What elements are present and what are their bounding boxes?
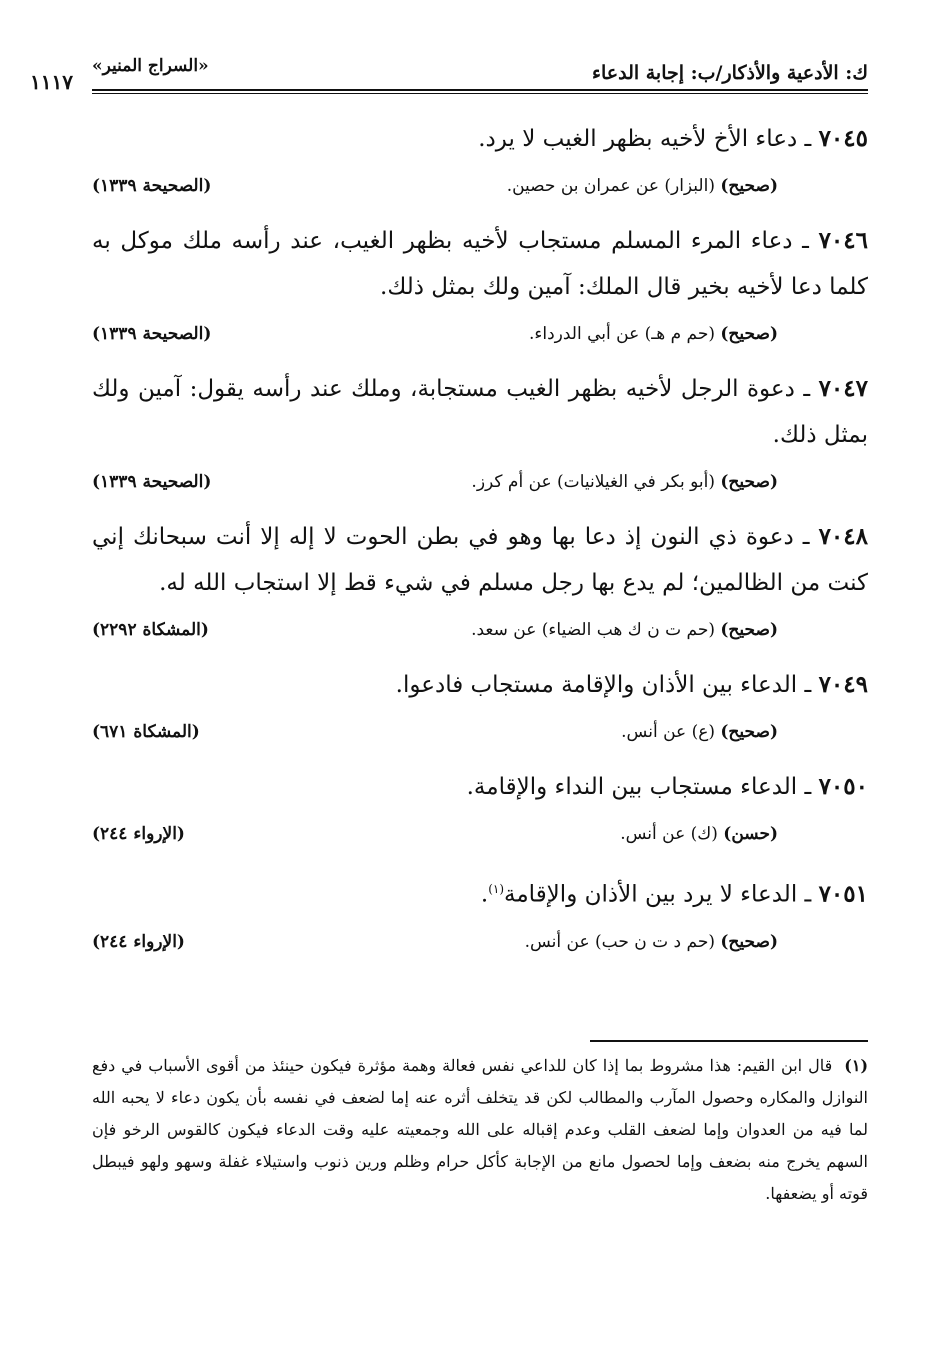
- source: (ع) عن أنس.: [621, 722, 715, 742]
- grade: (صحيح): [720, 176, 778, 196]
- source: (حم م هـ) عن أبي الدرداء.: [528, 324, 715, 344]
- source-row: [92, 714, 868, 754]
- source-row: [92, 612, 868, 652]
- hadith-text: ٧٠٤٦ ـ دعاء المرء المسلم مستجاب لأخيه بظهر الغيب، عند رأسه ملك موكل به كلما دعا لأخيه بخير قال الملك: آمين ولك بمثل ذلك.: [92, 227, 868, 300]
- reference: (الإرواء ٢٤٤): [92, 824, 185, 844]
- source-row: [92, 316, 868, 356]
- footnote-text: قال ابن القيم: هذا مشروط بما إذا كان للداعي نفس فعالة وهمة مؤثرة فيكون حينئذ من أقوى الأسباب في دفع النوازل والمكاره وحصول المآرب والمطالب لكن قد يتخلف أثره عنه إما لضعف في نفسه بأن يكون دعاء لا يحبه الله لما فيه من العدوان وإما لضعف القلب وعدم إقباله على الله وجمعيته عليه وقت الدعاء فيكون كالقوس الرخو فإن السهم يخرج منه بضعف وإما لحصول مانع من الإجابة كأكل حرام وظلم ورين ذنوب واستيلاء غفلة وسهو ولهو فيبطل قوته أو يضعفها.: [92, 1056, 869, 1203]
- hadith-entry: [92, 116, 868, 208]
- reference: (الصحيحة ١٣٣٩): [92, 472, 212, 492]
- hadith-text: ٧٠٤٧ ـ دعوة الرجل لأخيه بظهر الغيب مستجابة، وملك عند رأسه يقول: آمين ولك بمثل ذلك.: [92, 375, 868, 448]
- header-rule: [92, 89, 868, 91]
- hadith-text: ٧٠٤٩ ـ الدعاء بين الأذان والإقامة مستجاب فادعوا.: [395, 671, 868, 698]
- source-row: [92, 816, 868, 856]
- source-row: [92, 464, 868, 504]
- source: (البزار) عن عمران بن حصين.: [506, 176, 715, 196]
- header-rule-thin: [92, 93, 868, 94]
- reference: (الصحيحة ١٣٣٩): [92, 324, 212, 344]
- hadith-entry: [92, 218, 868, 356]
- footnote: [92, 1050, 868, 1210]
- source: (أبو بكر في الغيلانيات) عن أم كرز.: [471, 472, 715, 492]
- hadith-entry: [92, 514, 868, 652]
- hadith-entry: [92, 366, 868, 504]
- reference: (الإرواء ٢٤٤): [92, 931, 185, 952]
- grade: (صحيح): [720, 620, 778, 640]
- source: (حم د ت ن حب) عن أنس.: [524, 931, 715, 952]
- page-number: ١١١٧: [30, 70, 73, 94]
- grade: (حسن): [723, 824, 778, 844]
- hadith-number: ٧٠٤٩: [818, 671, 868, 698]
- hadith-number: ٧٠٤٧: [818, 375, 868, 402]
- hadith-number: ٧٠٤٦: [818, 227, 868, 254]
- hadith-number: ٧٠٥٠: [818, 773, 868, 800]
- hadith-number: ٧٠٥١: [818, 880, 868, 908]
- hadith-number: ٧٠٤٥: [818, 125, 868, 152]
- grade: (صحيح): [720, 722, 778, 742]
- source-row: [92, 924, 868, 964]
- grade: (صحيح): [720, 324, 778, 344]
- hadith-text: ٧٠٥١ ـ الدعاء لا يرد بين الأذان والإقامة$^{(١)}$.: [480, 880, 868, 908]
- reference: (المشكاة ٢٢٩٢): [92, 620, 209, 640]
- reference: (المشكاة ٦٧١): [92, 722, 200, 742]
- hadith-entry: [92, 662, 868, 754]
- footnote-separator: [590, 1040, 868, 1042]
- hadith-text: ٧٠٤٨ ـ دعوة ذي النون إذ دعا بها وهو في بطن الحوت لا إله إلا أنت سبحانك إني كنت من الظالمين؛ لم يدع بها رجل مسلم في شيء قط إلا استجاب الله له.: [92, 523, 868, 596]
- hadith-list: [92, 116, 868, 974]
- hadith-entry: [92, 866, 868, 964]
- grade: (صحيح): [720, 472, 778, 492]
- chapter-title: ك: الأدعية والأذكار/ب: إجابة الدعاء: [592, 62, 868, 84]
- hadith-text: ٧٠٥٠ ـ الدعاء مستجاب بين النداء والإقامة.: [466, 773, 868, 800]
- grade: (صحيح): [720, 931, 778, 952]
- page-header: [30, 56, 868, 96]
- hadith-text: ٧٠٤٥ ـ دعاء الأخ لأخيه بظهر الغيب لا يرد.: [478, 125, 868, 152]
- source-row: [92, 168, 868, 208]
- hadith-number: ٧٠٤٨: [818, 523, 868, 550]
- source: (حم ت ن ك هب الضياء) عن سعد.: [471, 620, 715, 640]
- footnote-marker[interactable]: (١): [488, 882, 505, 896]
- book-title: «السراج المنير»: [92, 56, 209, 76]
- hadith-entry: [92, 764, 868, 856]
- footnote-number: (١): [844, 1056, 869, 1075]
- reference: (الصحيحة ١٣٣٩): [92, 176, 212, 196]
- source: (ك) عن أنس.: [620, 824, 718, 844]
